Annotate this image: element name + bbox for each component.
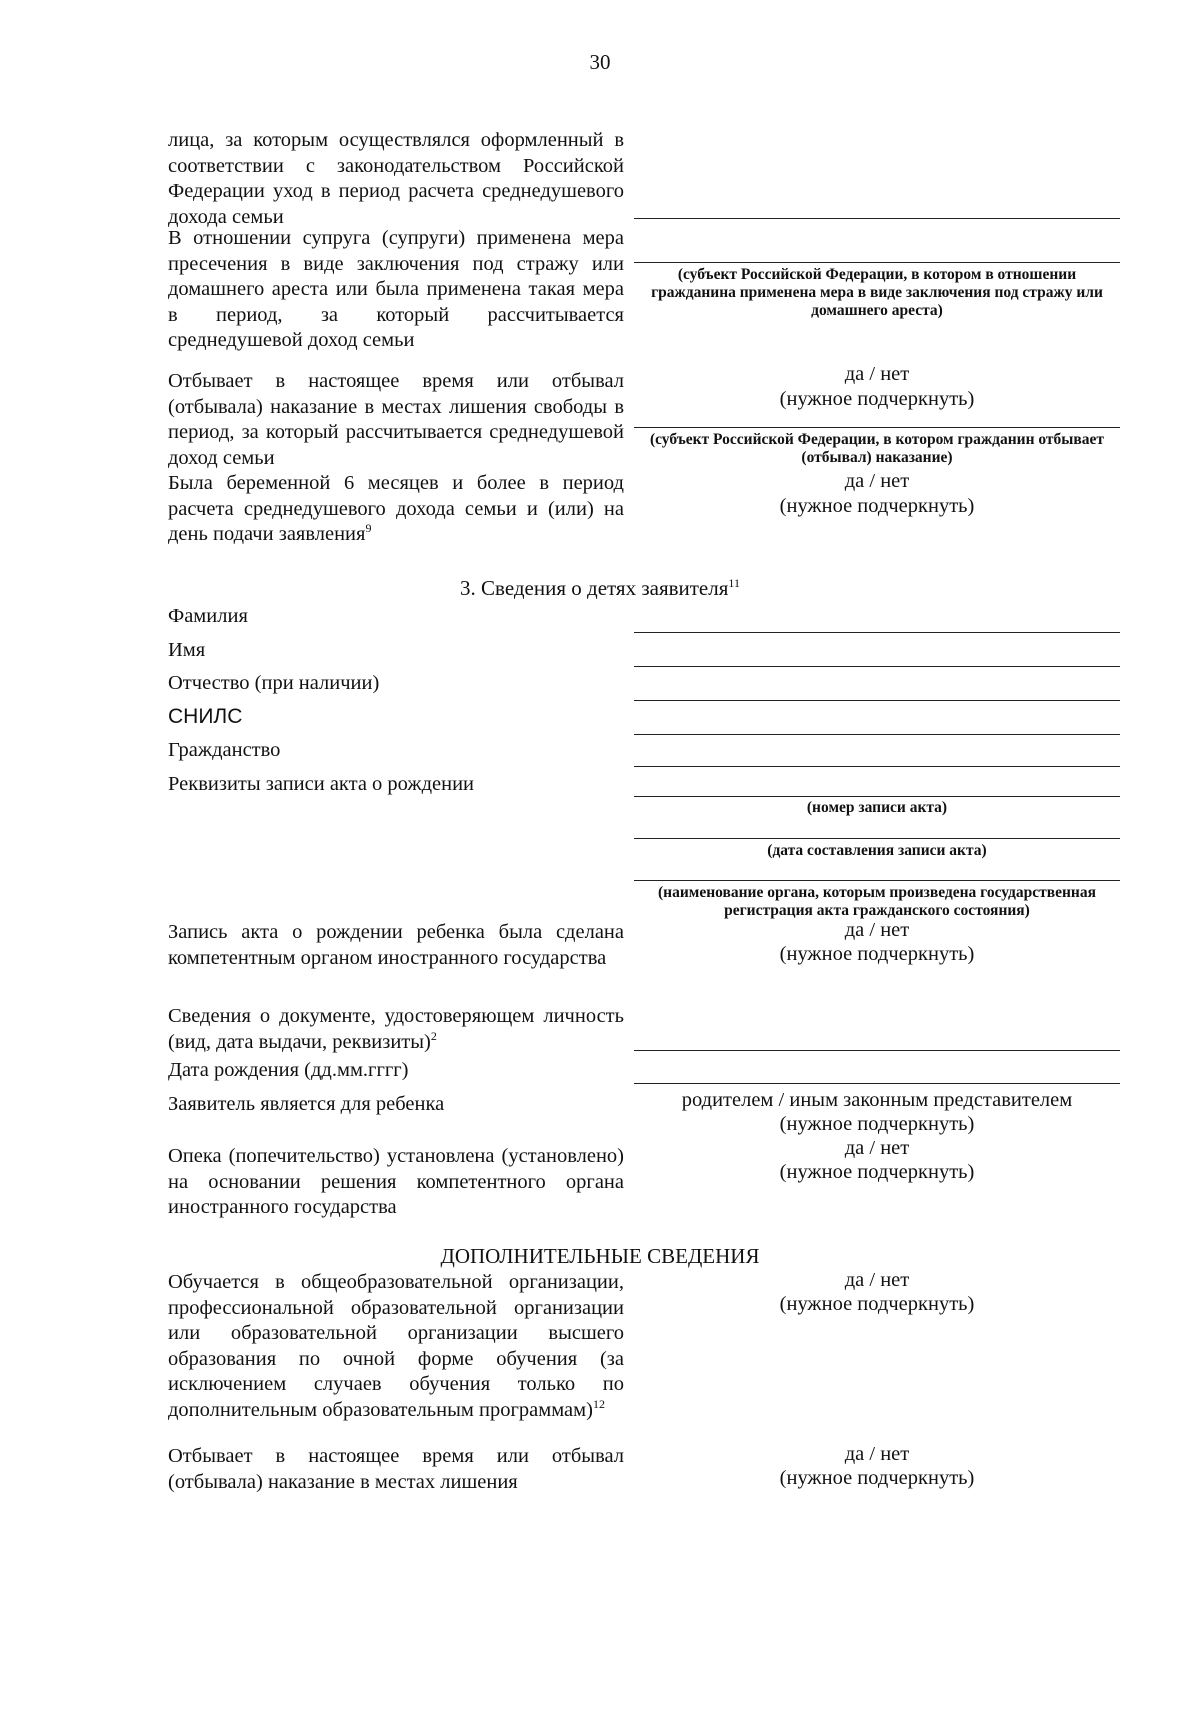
yes-no-1: да / нет: [844, 363, 910, 385]
underline-hint-4: (нужное подчеркнуть): [779, 1113, 975, 1135]
yes-no-4: да / нет: [844, 1137, 910, 1159]
label-snils: СНИЛС: [168, 705, 243, 728]
label-patronymic: Отчество (при наличии): [168, 672, 380, 694]
answer-line-spouse: [634, 262, 1120, 263]
line-snils: [634, 734, 1120, 735]
underline-hint-2: (нужное подчеркнуть): [779, 495, 975, 517]
q-spouse-detention: В отношении супруга (супруги) применена мера пресечения в виде заключения под стражу или домашнего ареста или была применена такая мера в период, за который рассчитывается среднедушевой доход семьи: [168, 227, 624, 351]
underline-hint-6: (нужное подчеркнуть): [779, 1293, 975, 1315]
label-citizenship: Гражданство: [168, 739, 281, 761]
underline-hint-7: (нужное подчеркнуть): [779, 1467, 975, 1489]
underline-hint-1: (нужное подчеркнуть): [779, 388, 975, 410]
q-pregnant: Была беременной 6 месяцев и более в период расчета среднедушевого дохода семьи и (или) на день подачи заявления$^9$: [168, 472, 624, 545]
q-prison-child: Отбывает в настоящее время или отбывал (отбывала) наказание в местах лишения: [168, 1445, 624, 1493]
caption-record-authority: (наименование органа, которым произведена государственная регистрация акта гражданского состояния): [657, 884, 1096, 919]
underline-hint-3: (нужное подчеркнуть): [779, 943, 975, 965]
applicant-options: родителем / иным законным представителем: [681, 1089, 1073, 1111]
line-surname: [634, 632, 1120, 633]
q-prison: Отбывает в настоящее время или отбывал (отбывала) наказание в местах лишения свободы в период, за который рассчитывается среднедушевой доход семьи: [168, 370, 624, 469]
q-education: Обучается в общеобразовательной организации, профессиональной образовательной организации или образовательной организации высшего образования по очной форме обучения (за исключением случаев обучения только по дополнительным образовательным программам)$^{12}$: [168, 1271, 624, 1421]
caption-record-date: (дата составления записи акта): [767, 842, 987, 859]
line-id-doc: [634, 1050, 1120, 1051]
line-name: [634, 666, 1120, 667]
line-patronymic: [634, 700, 1120, 701]
line-record-date: [634, 838, 1120, 839]
page-number: 30: [589, 50, 611, 74]
line-record-number: [634, 796, 1120, 797]
yes-no-5: да / нет: [844, 1269, 910, 1291]
q-guardianship: Опека (попечительство) установлена (установлено) на основании решения компетентного органа иностранного государства: [168, 1145, 624, 1218]
label-name: Имя: [168, 639, 206, 661]
yes-no-3: да / нет: [844, 919, 910, 941]
caption-prison-region: (субъект Российской Федерации, в котором гражданин отбывает (отбывал) наказание): [649, 431, 1105, 466]
line-record-authority: [634, 880, 1120, 881]
yes-no-2: да / нет: [844, 470, 910, 492]
label-birth-date: Дата рождения (дд.мм.гггг): [168, 1059, 409, 1081]
underline-hint-5: (нужное подчеркнуть): [779, 1161, 975, 1183]
line-citizenship: [634, 766, 1120, 767]
yes-no-6: да / нет: [844, 1443, 910, 1465]
line-birth-date: [634, 1083, 1120, 1084]
label-applicant-is: Заявитель является для ребенка: [168, 1093, 445, 1115]
section-3-title: 3. Сведения о детях заявителя$^{11}$: [460, 576, 740, 600]
q-foreign-record: Запись акта о рождении ребенка была сделана компетентным органом иностранного государства: [168, 921, 624, 969]
label-id-doc: Сведения о документе, удостоверяющем личность (вид, дата выдачи, реквизиты)$^2$: [168, 1005, 624, 1053]
answer-line-care: [634, 218, 1120, 219]
caption-spouse-region: (субъект Российской Федерации, в котором в отношении гражданина применена мера в виде заключения под стражу или домашнего ареста): [651, 266, 1103, 319]
caption-record-number: (номер записи акта): [806, 799, 948, 816]
q-care-person: лица, за которым осуществлялся оформленный в соответствии с законодательством Российской Федерации уход в период расчета среднедушевого дохода семьи: [168, 129, 624, 228]
additional-title: ДОПОЛНИТЕЛЬНЫЕ СВЕДЕНИЯ: [440, 1244, 760, 1268]
label-birth-record: Реквизиты записи акта о рождении: [168, 773, 475, 795]
answer-line-prison: [634, 427, 1120, 428]
label-surname: Фамилия: [168, 605, 248, 627]
